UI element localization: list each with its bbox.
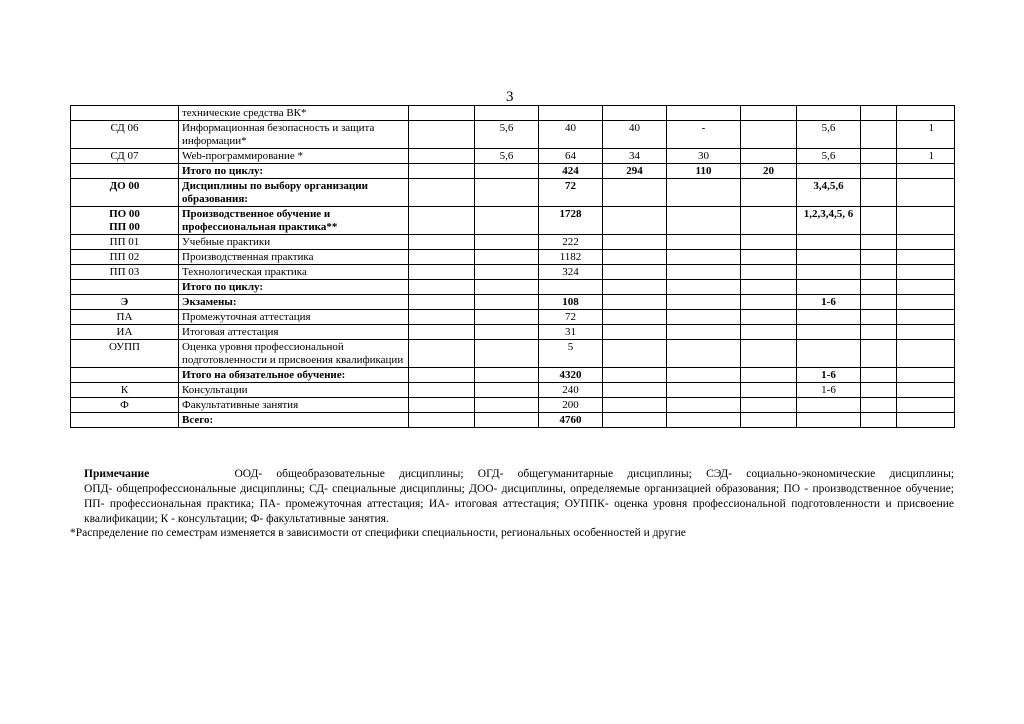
table-cell [741, 413, 797, 428]
table-row [71, 235, 955, 250]
table-cell [409, 179, 475, 207]
table-cell [897, 295, 955, 310]
table-cell [603, 265, 667, 280]
table-cell [861, 250, 897, 265]
table-row [71, 250, 955, 265]
table-cell [861, 121, 897, 149]
table-cell: 31 [539, 325, 603, 340]
table-cell [861, 413, 897, 428]
table-cell [667, 265, 741, 280]
table-cell [797, 280, 861, 295]
table-cell: 108 [539, 295, 603, 310]
table-cell: Итого на обязательное обучение: [179, 368, 409, 383]
table-cell [741, 295, 797, 310]
table-cell: 1,2,3,4,5, 6 [797, 207, 861, 235]
table-cell [897, 250, 955, 265]
footnote: *Распределение по семестрам изменяется в зависимости от специфики специальности, региональных особенностей и другие [70, 527, 686, 539]
table-cell [71, 413, 179, 428]
table-cell: ПП 02 [71, 250, 179, 265]
table-cell [603, 179, 667, 207]
table-cell [667, 368, 741, 383]
table-cell [741, 179, 797, 207]
table-cell: 34 [603, 149, 667, 164]
table-cell [409, 250, 475, 265]
table-cell: 30 [667, 149, 741, 164]
table-cell [603, 413, 667, 428]
table-cell [603, 368, 667, 383]
table-cell: 20 [741, 164, 797, 179]
table-cell [603, 280, 667, 295]
table-cell: 5 [539, 340, 603, 368]
table-row [71, 413, 955, 428]
table-cell [861, 310, 897, 325]
table-cell: ДО 00 [71, 179, 179, 207]
table-cell [475, 398, 539, 413]
table-cell: 240 [539, 383, 603, 398]
table-cell [741, 398, 797, 413]
table-cell: Промежуточная аттестация [179, 310, 409, 325]
table-cell: ПП 01 [71, 235, 179, 250]
table-cell: Технологическая практика [179, 265, 409, 280]
table-cell [475, 265, 539, 280]
table-cell [861, 295, 897, 310]
table-cell [475, 383, 539, 398]
table-cell: 40 [603, 121, 667, 149]
note-block [84, 467, 954, 527]
table-cell: Web-программирование * [179, 149, 409, 164]
table-cell [861, 149, 897, 164]
table-row [71, 106, 955, 121]
table-cell: 1-6 [797, 295, 861, 310]
table-cell [861, 325, 897, 340]
table-cell [667, 106, 741, 121]
table-cell: 424 [539, 164, 603, 179]
table-cell [475, 413, 539, 428]
table-cell [897, 280, 955, 295]
table-cell [475, 250, 539, 265]
table-cell: СД 07 [71, 149, 179, 164]
table-cell [797, 325, 861, 340]
table-cell: 294 [603, 164, 667, 179]
table-cell [741, 280, 797, 295]
table-cell [603, 398, 667, 413]
table-cell [667, 295, 741, 310]
table-cell [861, 280, 897, 295]
table-cell [667, 325, 741, 340]
table-row [71, 340, 955, 368]
table-cell: 3,4,5,6 [797, 179, 861, 207]
table-cell [741, 310, 797, 325]
table-cell [797, 265, 861, 280]
table-cell: 222 [539, 235, 603, 250]
table-cell [897, 325, 955, 340]
note-label: Примечание [84, 468, 150, 480]
table-cell: Производственная практика [179, 250, 409, 265]
table-cell: Производственное обучение и профессиональная практика** [179, 207, 409, 235]
table-cell [741, 235, 797, 250]
table-cell [603, 207, 667, 235]
table-cell [861, 106, 897, 121]
table-cell [741, 325, 797, 340]
table-cell: Итого по циклу: [179, 280, 409, 295]
table-cell: 1728 [539, 207, 603, 235]
table-cell [897, 310, 955, 325]
table-row [71, 149, 955, 164]
table-cell [475, 280, 539, 295]
table-cell: 1 [897, 149, 955, 164]
table-cell: Учебные практики [179, 235, 409, 250]
table-cell [71, 368, 179, 383]
table-cell: 1-6 [797, 368, 861, 383]
table-row [71, 383, 955, 398]
table-cell [603, 340, 667, 368]
table-cell: 64 [539, 149, 603, 164]
table-cell [897, 106, 955, 121]
table-cell [861, 164, 897, 179]
table-cell [741, 149, 797, 164]
table-cell [861, 383, 897, 398]
table-cell [741, 121, 797, 149]
table-cell: 5,6 [475, 121, 539, 149]
table-cell: технические средства ВК* [179, 106, 409, 121]
table-cell [409, 413, 475, 428]
table-cell: 4760 [539, 413, 603, 428]
table-cell [667, 383, 741, 398]
table-cell [409, 310, 475, 325]
table-cell [861, 398, 897, 413]
table-cell [603, 383, 667, 398]
table-cell: Оценка уровня профессиональной подготовленности и присвоения квалификации [179, 340, 409, 368]
table-cell [475, 106, 539, 121]
table-cell: СД 06 [71, 121, 179, 149]
table-cell [409, 121, 475, 149]
table-cell [603, 250, 667, 265]
table-cell [603, 235, 667, 250]
table-cell [797, 340, 861, 368]
table-cell [409, 106, 475, 121]
table-cell [897, 207, 955, 235]
table-cell: 72 [539, 179, 603, 207]
table-cell: Итого по циклу: [179, 164, 409, 179]
table-cell [409, 149, 475, 164]
table-cell: Факультативные занятия [179, 398, 409, 413]
table-cell [667, 340, 741, 368]
table-cell: 40 [539, 121, 603, 149]
table-cell: ПА [71, 310, 179, 325]
table-cell [667, 413, 741, 428]
table-cell [475, 207, 539, 235]
table-cell [409, 325, 475, 340]
table-cell: Экзамены: [179, 295, 409, 310]
table-cell [71, 164, 179, 179]
table-cell: 5,6 [475, 149, 539, 164]
table-cell [797, 250, 861, 265]
table-cell [897, 164, 955, 179]
table-row [71, 207, 955, 235]
note-line-1: ООД- общеобразовательные дисциплины; ОГД- общегуманитарные дисциплины; СЭД- социально-экономические дисциплины; [234, 468, 955, 480]
table-cell: 324 [539, 265, 603, 280]
table-row [71, 398, 955, 413]
table-cell [861, 265, 897, 280]
table-cell: К [71, 383, 179, 398]
table-cell: Э [71, 295, 179, 310]
table-cell: Ф [71, 398, 179, 413]
table-cell: 1182 [539, 250, 603, 265]
table-cell [797, 413, 861, 428]
table-cell [667, 179, 741, 207]
table-cell [409, 207, 475, 235]
table-row [71, 179, 955, 207]
table-cell [475, 179, 539, 207]
table-cell [475, 235, 539, 250]
table-cell: Консультации [179, 383, 409, 398]
table-cell [797, 106, 861, 121]
table-cell: 72 [539, 310, 603, 325]
table-cell [861, 368, 897, 383]
table-cell [897, 413, 955, 428]
table-cell: 5,6 [797, 121, 861, 149]
table-cell [797, 310, 861, 325]
table-cell [475, 295, 539, 310]
table-cell [667, 207, 741, 235]
table-cell [897, 398, 955, 413]
table-cell [897, 179, 955, 207]
table-cell [603, 325, 667, 340]
table-cell [741, 368, 797, 383]
table-cell [897, 235, 955, 250]
table-cell [603, 106, 667, 121]
table-cell: 5,6 [797, 149, 861, 164]
table-cell [741, 106, 797, 121]
table-row [71, 121, 955, 149]
table-cell [71, 280, 179, 295]
table-cell: Информационная безопасность и защита информации* [179, 121, 409, 149]
table-cell: ИА [71, 325, 179, 340]
table-cell: 4320 [539, 368, 603, 383]
table-cell [897, 265, 955, 280]
table-cell [741, 207, 797, 235]
table-cell [475, 325, 539, 340]
table-cell [409, 164, 475, 179]
curriculum-table [70, 105, 955, 428]
table-cell [741, 383, 797, 398]
table-row [71, 265, 955, 280]
table-cell [741, 340, 797, 368]
table-cell [861, 207, 897, 235]
table-row [71, 368, 955, 383]
table-cell [409, 340, 475, 368]
table-cell [741, 250, 797, 265]
table-cell [409, 235, 475, 250]
table-row [71, 295, 955, 310]
table-cell [475, 340, 539, 368]
table-cell: - [667, 121, 741, 149]
table-cell: ОУПП [71, 340, 179, 368]
table-cell [603, 310, 667, 325]
table-cell [897, 383, 955, 398]
table-cell [409, 265, 475, 280]
table-cell [603, 295, 667, 310]
table-cell [797, 164, 861, 179]
table-cell: Всего: [179, 413, 409, 428]
table-cell [475, 164, 539, 179]
table-cell: 1-6 [797, 383, 861, 398]
table-cell: 1 [897, 121, 955, 149]
table-cell [667, 310, 741, 325]
table-cell [539, 280, 603, 295]
table-cell [667, 280, 741, 295]
table-cell [409, 398, 475, 413]
table-cell [741, 265, 797, 280]
table-cell: 200 [539, 398, 603, 413]
table-cell [475, 368, 539, 383]
table-cell [539, 106, 603, 121]
table-cell [861, 179, 897, 207]
table-cell [475, 310, 539, 325]
page-number: 3 [506, 89, 514, 105]
table-cell [897, 368, 955, 383]
table-cell [667, 250, 741, 265]
table-row [71, 325, 955, 340]
table-cell: ПП 03 [71, 265, 179, 280]
table-cell: Дисциплины по выбору организации образования: [179, 179, 409, 207]
note-rest: ОПД- общепрофессиональные дисциплины; СД- специальные дисциплины; ДОО- дисциплины, определяемые организацией образования; ПО - производственное обучение; ПП- профессиональная практика; ПА- промежуточная аттестация; ИА- итоговая аттестация; ОУППК- оценка уровня профессиональной подготовленности и присвоение квалификации; К - консультации; Ф- факультативные занятия. [84, 483, 954, 525]
table-cell [409, 383, 475, 398]
table-cell [897, 340, 955, 368]
table-cell: 110 [667, 164, 741, 179]
table-cell [667, 398, 741, 413]
table-row [71, 164, 955, 179]
table-cell [409, 295, 475, 310]
table-cell: Итоговая аттестация [179, 325, 409, 340]
table-cell [861, 235, 897, 250]
table-cell [409, 280, 475, 295]
table-row [71, 280, 955, 295]
table-cell [797, 235, 861, 250]
table-cell [667, 235, 741, 250]
table-cell [409, 368, 475, 383]
table-cell [71, 106, 179, 121]
table-cell: ПО 00 ПП 00 [71, 207, 179, 235]
table-row [71, 310, 955, 325]
table-cell [861, 340, 897, 368]
table-cell [797, 398, 861, 413]
